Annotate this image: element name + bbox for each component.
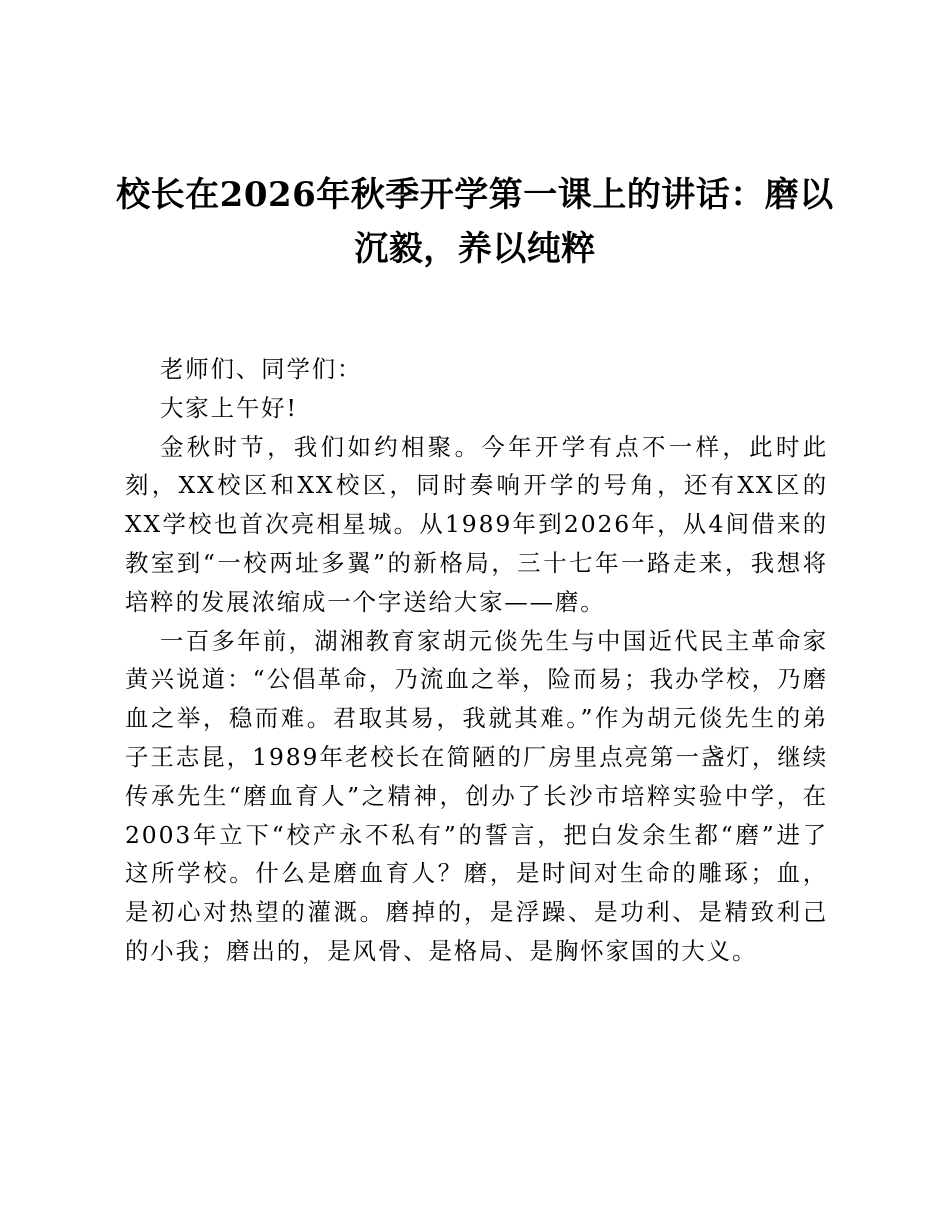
opening-paragraph: 金秋时节，我们如约相聚。今年开学有点不一样，此时此刻，XX校区和XX校区，同时奏响开学的号角，还有XX区的XX学校也首次亮相星城。从1989年到2026年，从4间借来的教室到“一校两址多翼”的新格局，三十七年一路走来，我想将培粹的发展浓缩成一个字送给大家——磨。	[125, 432, 828, 616]
history-paragraph: 一百多年前，湖湘教育家胡元倓先生与中国近代民主革命家黄兴说道：“公倡革命，乃流血之举，险而易；我办学校，乃磨血之举，稳而难。君取其易，我就其难。”作为胡元倓先生的弟子王志昆，1989年老校长在简陋的厂房里点亮第一盏灯，继续传承先生“磨血育人”之精神，创办了长沙市培粹实验中学，在2003年立下“校产永不私有”的誓言，把白发余生都“磨”进了这所学校。什么是磨血育人？磨，是时间对生命的雕琢；血，是初心对热望的灌溉。磨掉的，是浮躁、是功利、是精致利己的小我；磨出的，是风骨、是格局、是胸怀家国的大义。	[125, 626, 828, 965]
salutation-paragraph: 老师们、同学们：	[160, 355, 363, 383]
speech-body	[125, 350, 828, 971]
page-title: 校长在2026年秋季开学第一课上的讲话：磨以沉毅，养以纯粹	[116, 175, 834, 269]
greeting-paragraph: 大家上午好!	[160, 393, 298, 422]
